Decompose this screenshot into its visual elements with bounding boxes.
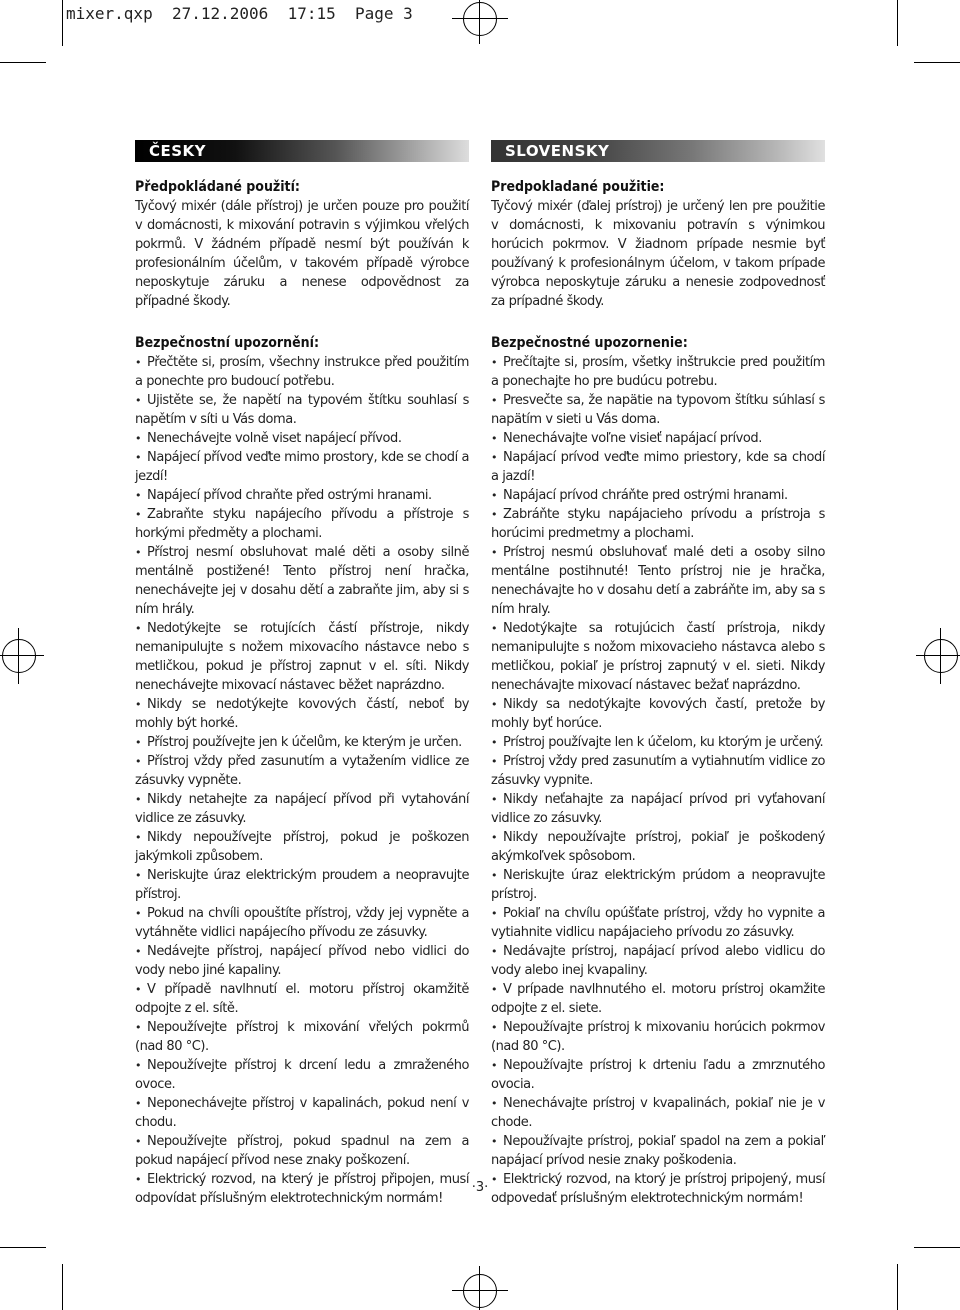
page-number: ·3·: [471, 1180, 489, 1195]
list-item: [135, 942, 469, 980]
list-item: [491, 733, 825, 752]
list-item: [135, 505, 469, 543]
list-item: [491, 1056, 825, 1094]
list-item: [491, 486, 825, 505]
list-item: [135, 543, 469, 619]
bullet-icon: •: [491, 1173, 498, 1186]
bullet-icon: •: [135, 394, 142, 407]
bullet-icon: •: [491, 546, 498, 559]
list-item-text: Nenechávajte prístroj v kvapalinách, pokiaľ nie je v chode.: [491, 1096, 825, 1130]
list-item: [135, 1018, 469, 1056]
bullet-icon: •: [491, 907, 498, 920]
list-item: [491, 353, 825, 391]
list-item: [491, 980, 825, 1018]
list-item-text: Nenechávajte voľne visieť napájací prívod.: [503, 431, 762, 446]
list-item: [491, 429, 825, 448]
crop-mark: [0, 1247, 46, 1248]
list-item: [491, 1094, 825, 1132]
crop-mark: [0, 62, 46, 63]
safety-list: [491, 353, 825, 1208]
list-item-text: Nedotýkejte se rotujících částí přístroje, nikdy nemanipulujte s nožem mixovacího nástavce nebo s metličkou, pokud je přístroj zapnut v el. síti. Nikdy nenechávejte mixovací nástavec běžet naprázdno.: [135, 621, 469, 693]
list-item-text: Přístroj nesmí obsluhovat malé děti a osoby silně mentálně postižené! Tento přístroj není hračka, nenechávejte jej v dosahu dětí a zabraňte jim, aby si s ním hrály.: [135, 545, 469, 617]
bullet-icon: •: [135, 755, 142, 768]
list-item-text: Napájací prívod chráňte pred ostrými hranami.: [503, 488, 788, 503]
bullet-icon: •: [135, 451, 142, 464]
slug-file: mixer.qxp: [66, 4, 153, 23]
list-item-text: Pokiaľ na chvílu opúšťate prístroj, vždy ho vypnite a vytiahnite vidlicu napájacieho prívodu zo zásuvky.: [491, 906, 825, 940]
list-item: [491, 752, 825, 790]
crop-mark: [62, 1264, 63, 1310]
list-item: [491, 391, 825, 429]
list-item: [491, 942, 825, 980]
list-item-text: Napájací prívod veďte mimo priestory, kde sa chodí a jazdí!: [491, 450, 825, 484]
list-item: [135, 695, 469, 733]
list-item-text: Nepoužívejte přístroj k mixování vřelých pokrmů (nad 80 °C).: [135, 1020, 469, 1054]
list-item-text: V případě navlhnutí el. motoru přístroj okamžitě odpojte z el. sítě.: [135, 982, 469, 1016]
bullet-icon: •: [491, 1021, 498, 1034]
list-item-text: Nedávejte přístroj, napájecí přívod nebo vidlici do vody nebo jiné kapaliny.: [135, 944, 469, 978]
list-item: [135, 904, 469, 942]
list-item-text: Ujistěte se, že napětí na typovém štítku souhlasí s napětím v síti u Vás doma.: [135, 393, 469, 427]
list-item: [135, 1056, 469, 1094]
list-item: [491, 1132, 825, 1170]
list-item-text: Elektrický rozvod, na který je přístroj připojen, musí odpovídat příslušným elektrotechnickým normám!: [135, 1172, 469, 1206]
list-item: [491, 619, 825, 695]
list-item-text: Presvečte sa, že napätie na typovom štítku súhlasí s napätím v sieti u Vás doma.: [491, 393, 825, 427]
list-item-text: Nepoužívejte přístroj, pokud spadnul na zem a pokud napájecí přívod nese znaky poškození.: [135, 1134, 469, 1168]
crop-mark: [897, 1264, 898, 1310]
bullet-icon: •: [491, 451, 498, 464]
list-item: [135, 733, 469, 752]
bullet-icon: •: [491, 736, 498, 749]
bullet-icon: •: [135, 1135, 142, 1148]
bullet-icon: •: [491, 869, 498, 882]
list-item: [491, 505, 825, 543]
bullet-icon: •: [491, 432, 498, 445]
list-item: [135, 752, 469, 790]
bullet-icon: •: [491, 755, 498, 768]
list-item-text: Prístroj vždy pred zasunutím a vytiahnutím vidlice zo zásuvky vypnite.: [491, 754, 825, 788]
list-item-text: Zabraňte styku napájecího přívodu a přístroje s horkými předměty a plochami.: [135, 507, 469, 541]
bullet-icon: •: [135, 356, 142, 369]
bullet-icon: •: [491, 698, 498, 711]
bullet-icon: •: [491, 983, 498, 996]
list-item-text: Nikdy neťahajte za napájací prívod pri vyťahovaní vidlice zo zásuvky.: [491, 792, 825, 826]
list-item: [491, 904, 825, 942]
list-item: [135, 429, 469, 448]
bullet-icon: •: [135, 1021, 142, 1034]
column-slovak: [491, 140, 825, 1208]
list-item: [491, 1018, 825, 1056]
list-item-text: Nedávajte prístroj, napájací prívod alebo vidlicu do vody alebo inej kvapaliny.: [491, 944, 825, 978]
list-item: [135, 980, 469, 1018]
bullet-icon: •: [135, 489, 142, 502]
list-item: [135, 1094, 469, 1132]
bullet-icon: •: [135, 945, 142, 958]
list-item-text: Nenechávejte volně viset napájecí přívod.: [147, 431, 402, 446]
bullet-icon: •: [491, 508, 498, 521]
intended-use-text: Tyčový mixér (dále přístroj) je určen pouze pro použití v domácnosti, k mixování potravin s výjimkou vřelých pokrmů. V žádném případě nesmí být používán k profesionálním účelům, v takovém případě výrobce neposkytuje záruku a nenese odpovědnost za případné škody.: [135, 199, 469, 309]
safety-title: Bezpečnostné upozornenie:: [491, 335, 688, 351]
bullet-icon: •: [491, 1135, 498, 1148]
list-item-text: Neriskujte úraz elektrickým prúdom a neopravujte prístroj.: [491, 868, 825, 902]
list-item: [135, 790, 469, 828]
bullet-icon: •: [135, 907, 142, 920]
list-item-text: Napájecí přívod veďte mimo prostory, kde se chodí a jezdí!: [135, 450, 469, 484]
list-item: [135, 619, 469, 695]
list-item-text: Nikdy nepoužívejte přístroj, pokud je poškozen jakýmkoli způsobem.: [135, 830, 469, 864]
list-item-text: Nepoužívejte přístroj k drcení ledu a zmraženého ovoce.: [135, 1058, 469, 1092]
list-item-text: Neponechávejte přístroj v kapalinách, pokud není v chodu.: [135, 1096, 469, 1130]
list-item-text: Neriskujte úraz elektrickým proudem a neopravujte přístroj.: [135, 868, 469, 902]
list-item-text: Zabráňte styku napájacieho prívodu a prístroja s horúcimi predmetmy a plochami.: [491, 507, 825, 541]
list-item-text: Přístroj vždy před zasunutím a vytažením vidlice ze zásuvky vypněte.: [135, 754, 469, 788]
list-item: [135, 828, 469, 866]
list-item: [135, 866, 469, 904]
bullet-icon: •: [135, 1173, 142, 1186]
list-item: [491, 695, 825, 733]
bullet-icon: •: [491, 622, 498, 635]
list-item: [491, 866, 825, 904]
list-item: [491, 543, 825, 619]
list-item-text: Elektrický rozvod, na ktorý je prístroj pripojený, musí odpovedať príslušným elektrotechnickým normám!: [491, 1172, 825, 1206]
bullet-icon: •: [491, 489, 498, 502]
bullet-icon: •: [135, 432, 142, 445]
list-item: [135, 1132, 469, 1170]
language-header: SLOVENSKY: [491, 140, 825, 162]
print-slug: [66, 4, 413, 23]
bullet-icon: •: [135, 736, 142, 749]
list-item: [135, 448, 469, 486]
safety-title: Bezpečnostní upozornění:: [135, 335, 319, 351]
slug-time: 17:15: [287, 4, 336, 23]
language-header: ČESKY: [135, 140, 469, 162]
bullet-icon: •: [491, 1059, 498, 1072]
list-item: [135, 486, 469, 505]
bullet-icon: •: [135, 546, 142, 559]
list-item-text: Napájecí přívod chraňte před ostrými hranami.: [147, 488, 432, 503]
list-item: [135, 353, 469, 391]
bullet-icon: •: [491, 1097, 498, 1110]
column-czech: [135, 140, 469, 1208]
list-item-text: V prípade navlhnutého el. motoru prístroj okamžite odpojte z el. siete.: [491, 982, 825, 1016]
bullet-icon: •: [135, 831, 142, 844]
bullet-icon: •: [135, 983, 142, 996]
list-item: [135, 391, 469, 429]
safety-list: [135, 353, 469, 1208]
slug-page: Page 3: [355, 4, 413, 23]
list-item: [491, 790, 825, 828]
list-item-text: Přečtěte si, prosím, všechny instrukce před použitím a ponechte pro budoucí potřebu.: [135, 355, 469, 389]
list-item-text: Nikdy nepoužívajte prístroj, pokiaľ je poškodený akýmkoľvek spôsobom.: [491, 830, 825, 864]
list-item-text: Nikdy sa nedotýkajte kovových častí, pretože by mohly byť horúce.: [491, 697, 825, 731]
list-item-text: Nedotýkajte sa rotujúcich častí prístroja, nikdy nemanipulujte s nožom mixovacieho nástavca alebo s metličkou, pokiaľ je prístroj zapnutý v el. sieti. Nikdy nenechávajte mixovací nástavec bežať naprázdno.: [491, 621, 825, 693]
intended-use-title: Predpokladané použitie:: [491, 179, 665, 195]
bullet-icon: •: [491, 945, 498, 958]
bullet-icon: •: [491, 394, 498, 407]
bullet-icon: •: [135, 1097, 142, 1110]
crop-mark: [62, 0, 63, 46]
bullet-icon: •: [135, 869, 142, 882]
intended-use-title: Předpokládané použití:: [135, 179, 300, 195]
list-item-text: Nikdy netahejte za napájecí přívod při vytahování vidlice ze zásuvky.: [135, 792, 469, 826]
bullet-icon: •: [135, 622, 142, 635]
list-item-text: Pokud na chvíli opouštíte přístroj, vždy jej vypněte a vytáhněte vidlici napájecího přívodu ze zásuvky.: [135, 906, 469, 940]
bullet-icon: •: [491, 831, 498, 844]
list-item-text: Prístroj používajte len k účelom, ku ktorým je určený.: [503, 735, 824, 750]
bullet-icon: •: [135, 1059, 142, 1072]
list-item-text: Prístroj nesmú obsluhovať malé deti a osoby silno mentálne postihnuté! Tento prístroj nie je hračka, nenechávajte ho v dosahu detí a zabráňte im, aby sa s ním hraly.: [491, 545, 825, 617]
list-item-text: Nepoužívajte prístroj k drteniu ľadu a zmrznutého ovocia.: [491, 1058, 825, 1092]
list-item: [491, 448, 825, 486]
list-item-text: Nepoužívajte prístroj k mixovaniu horúcich pokrmov (nad 80 °C).: [491, 1020, 825, 1054]
crop-mark: [914, 62, 960, 63]
bullet-icon: •: [135, 698, 142, 711]
list-item: [491, 828, 825, 866]
list-item-text: Přístroj používejte jen k účelům, ke kterým je určen.: [147, 735, 462, 750]
list-item-text: Nepoužívajte prístroj, pokiaľ spadol na zem a pokiaľ napájací prívod nesie znaky poškodenia.: [491, 1134, 825, 1168]
list-item-text: Prečítajte si, prosím, všetky inštrukcie pred použitím a ponechajte ho pre budúcu potrebu.: [491, 355, 825, 389]
bullet-icon: •: [491, 356, 498, 369]
list-item-text: Nikdy se nedotýkejte kovových částí, neboť by mohly být horké.: [135, 697, 469, 731]
bullet-icon: •: [135, 508, 142, 521]
slug-date: 27.12.2006: [171, 4, 269, 23]
bullet-icon: •: [491, 793, 498, 806]
crop-mark: [914, 1247, 960, 1248]
bullet-icon: •: [135, 793, 142, 806]
crop-mark: [897, 0, 898, 46]
intended-use-text: Tyčový mixér (ďalej prístroj) je určený len pre použitie v domácnosti, k mixovaniu potravín s výnimkou horúcich pokrmov. V žiadnom prípade nesmie byť používaný k profesionálnym účelom, v takom prípade výrobca neposkytuje záruku a nenesie zodpovednosť za prípadné škody.: [491, 199, 825, 309]
